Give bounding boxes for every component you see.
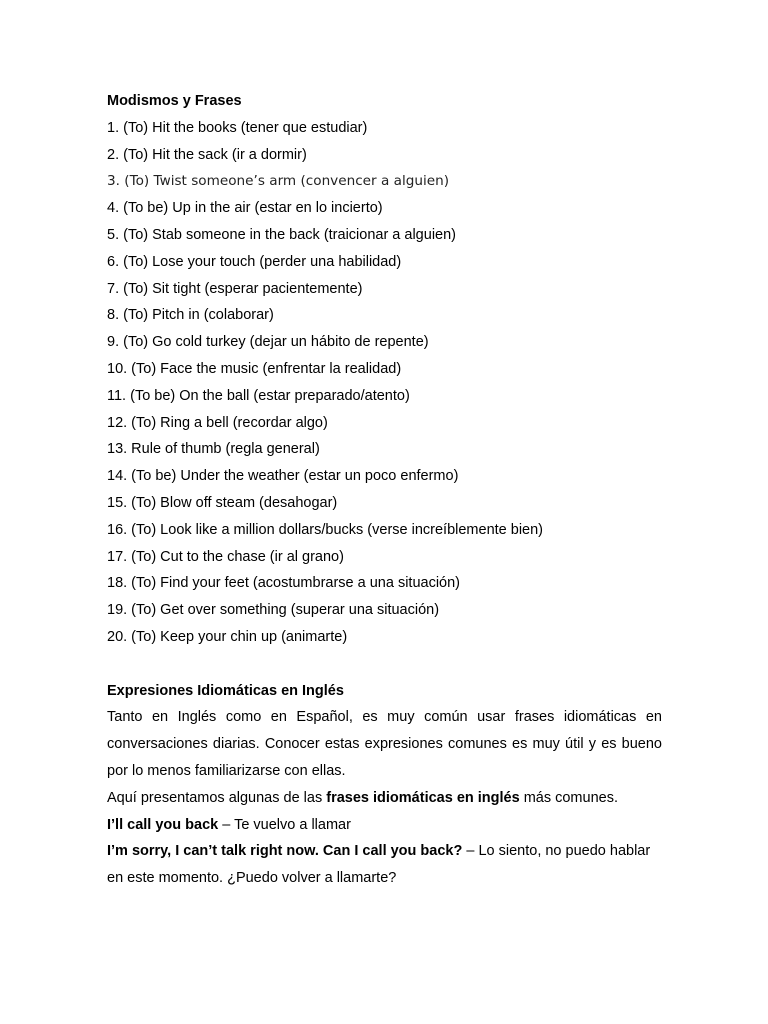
lead-bold-text: frases idiomáticas en inglés [326,789,520,806]
list-item: 17. (To) Cut to the chase (ir al grano) [107,548,344,565]
lead-text: Aquí presentamos algunas de las [107,789,327,806]
list-item: 6. (To) Lose your touch (perder una habilidad) [107,253,402,270]
list-item: 16. (To) Look like a million dollars/bucks (verse increíblemente bien) [107,521,543,538]
example2-paragraph [107,838,662,892]
list-item: 19. (To) Get over something (superar una situación) [107,602,440,619]
list-item: 20. (To) Keep your chin up (animarte) [107,628,348,645]
list-item: 2. (To) Hit the sack (ir a dormir) [107,146,307,163]
document-page [107,88,662,892]
list-item: 4. (To be) Up in the air (estar en lo incierto) [107,200,383,217]
list-item: 9. (To) Go cold turkey (dejar un hábito de repente) [107,334,429,351]
list-item: 18. (To) Find your feet (acostumbrarse a una situación) [107,575,460,592]
list-item: 5. (To) Stab someone in the back (traicionar a alguien) [107,226,456,243]
list-item: 11. (To be) On the ball (estar preparado/atento) [107,387,410,404]
example1-paragraph [107,812,662,839]
section-spacer [107,651,662,678]
list-item: 14. (To be) Under the weather (estar un poco enfermo) [107,468,459,485]
example1-spanish: – Te vuelvo a llamar [218,816,351,833]
section1-title: Modismos y Frases [107,93,242,109]
example1-english: I’ll call you back [107,816,219,833]
list-item: 10. (To) Face the music (enfrentar la realidad) [107,360,402,377]
list-item: 1. (To) Hit the books (tener que estudiar) [107,119,368,136]
list-item: 7. (To) Sit tight (esperar pacientemente) [107,280,363,297]
list-item: 3. (To) Twist someone’s arm (convencer a alguien) [107,173,450,190]
lead-paragraph [107,785,662,812]
lead-text-end: más comunes. [519,789,618,806]
section2-title: Expresiones Idiomáticas en Inglés [107,682,344,699]
intro-paragraph: Tanto en Inglés como en Español, es muy común usar frases idiomáticas en conversaciones diarias. Conocer estas expresiones comunes es muy útil y es bueno por lo menos familiarizarse con ellas. [107,709,662,779]
list-item: 8. (To) Pitch in (colaborar) [107,307,274,324]
example2-spanish: – Lo siento, no puedo hablar en este momento. ¿Puedo volver a llamarte? [107,843,651,887]
list-item: 13. Rule of thumb (regla general) [107,441,320,458]
list-item: 12. (To) Ring a bell (recordar algo) [107,414,328,431]
list-item: 15. (To) Blow off steam (desahogar) [107,494,338,511]
idioms-list [107,115,662,651]
example2-english: I’m sorry, I can’t talk right now. Can I call you back? [107,843,463,860]
